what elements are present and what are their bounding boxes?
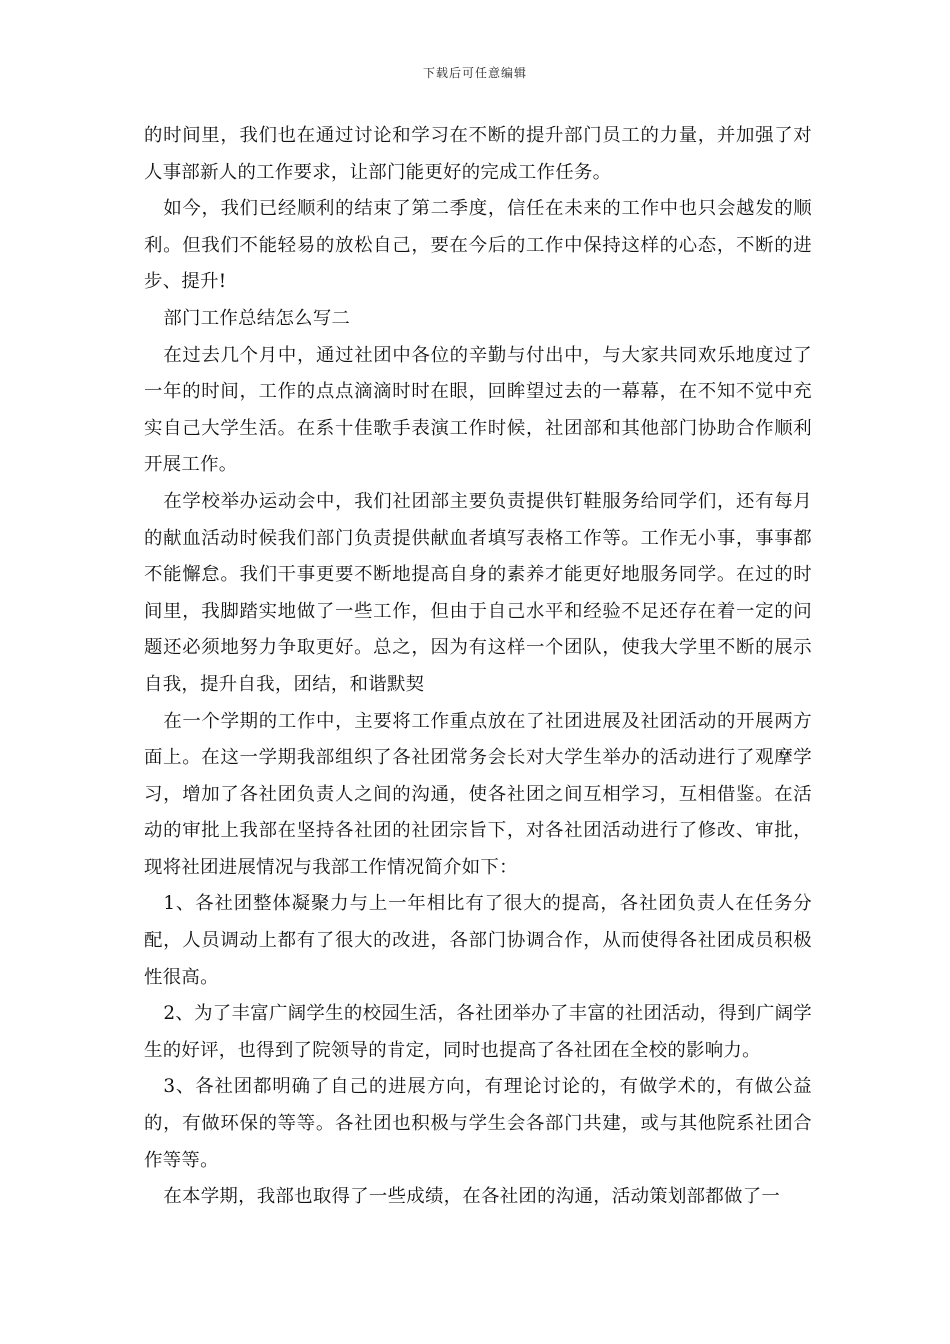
list-item: 3、各社团都明确了自己的进展方向，有理论讨论的，有做学术的，有做公益的，有做环保的等等。各社团也积极与学生会各部门共建，或与其他院系社团合作等等。 — [144, 1076, 812, 1171]
paragraph: 的时间里，我们也在通过讨论和学习在不断的提升部门员工的力量，并加强了对人事部新人的工作要求，让部门能更好的完成工作任务。 — [144, 125, 812, 183]
paragraph: 在学校举办运动会中，我们社团部主要负责提供钉鞋服务给同学们，还有每月的献血活动时候我们部门负责提供献血者填写表格工作等。工作无小事，事事都不能懈怠。我们干事更要不断地提高自身的素养才能更好地服务同学。在过的时间里，我脚踏实地做了一些工作，但由于自己水平和经验不足还存在着一定的问题还必须地努力争取更好。总之，因为有这样一个团队，使我大学里不断的展示自我，提升自我，团结，和谐默契 — [144, 490, 812, 695]
list-item: 2、为了丰富广阔学生的校园生活，各社团举办了丰富的社团活动，得到广阔学生的好评，也得到了院领导的肯定，同时也提高了各社团在全校的影响力。 — [144, 1003, 812, 1061]
document-body — [144, 118, 812, 1216]
paragraph: 在一个学期的工作中，主要将工作重点放在了社团进展及社团活动的开展两方面上。在这一学期我部组织了各社团常务会长对大学生举办的活动进行了观摩学习，增加了各社团负责人之间的沟通，使各社团之间互相学习，互相借鉴。在活动的审批上我部在坚持各社团的社团宗旨下，对各社团活动进行了修改、审批，现将社团进展情况与我部工作情况简介如下： — [144, 710, 812, 878]
page-header: 下载后可任意编辑 — [422, 66, 527, 80]
paragraph: 如今，我们已经顺利的结束了第二季度，信任在未来的工作中也只会越发的顺利。但我们不能轻易的放松自己，要在今后的工作中保持这样的心态，不断的进步、提升! — [144, 198, 812, 293]
paragraph: 在过去几个月中，通过社团中各位的辛勤与付出中，与大家共同欢乐地度过了一年的时间，工作的点点滴滴时时在眼，回眸望过去的一幕幕，在不知不觉中充实自己大学生活。在系十佳歌手表演工作时候，社团部和其他部门协助合作顺利开展工作。 — [144, 344, 812, 476]
list-item: 1、各社团整体凝聚力与上一年相比有了很大的提高，各社团负责人在任务分配，人员调动上都有了很大的改进，各部门协调合作，从而使得各社团成员积极性很高。 — [144, 893, 812, 988]
paragraph: 在本学期，我部也取得了一些成绩，在各社团的沟通，活动策划部都做了一 — [163, 1186, 781, 1208]
section-heading: 部门工作总结怎么写二 — [163, 307, 351, 329]
